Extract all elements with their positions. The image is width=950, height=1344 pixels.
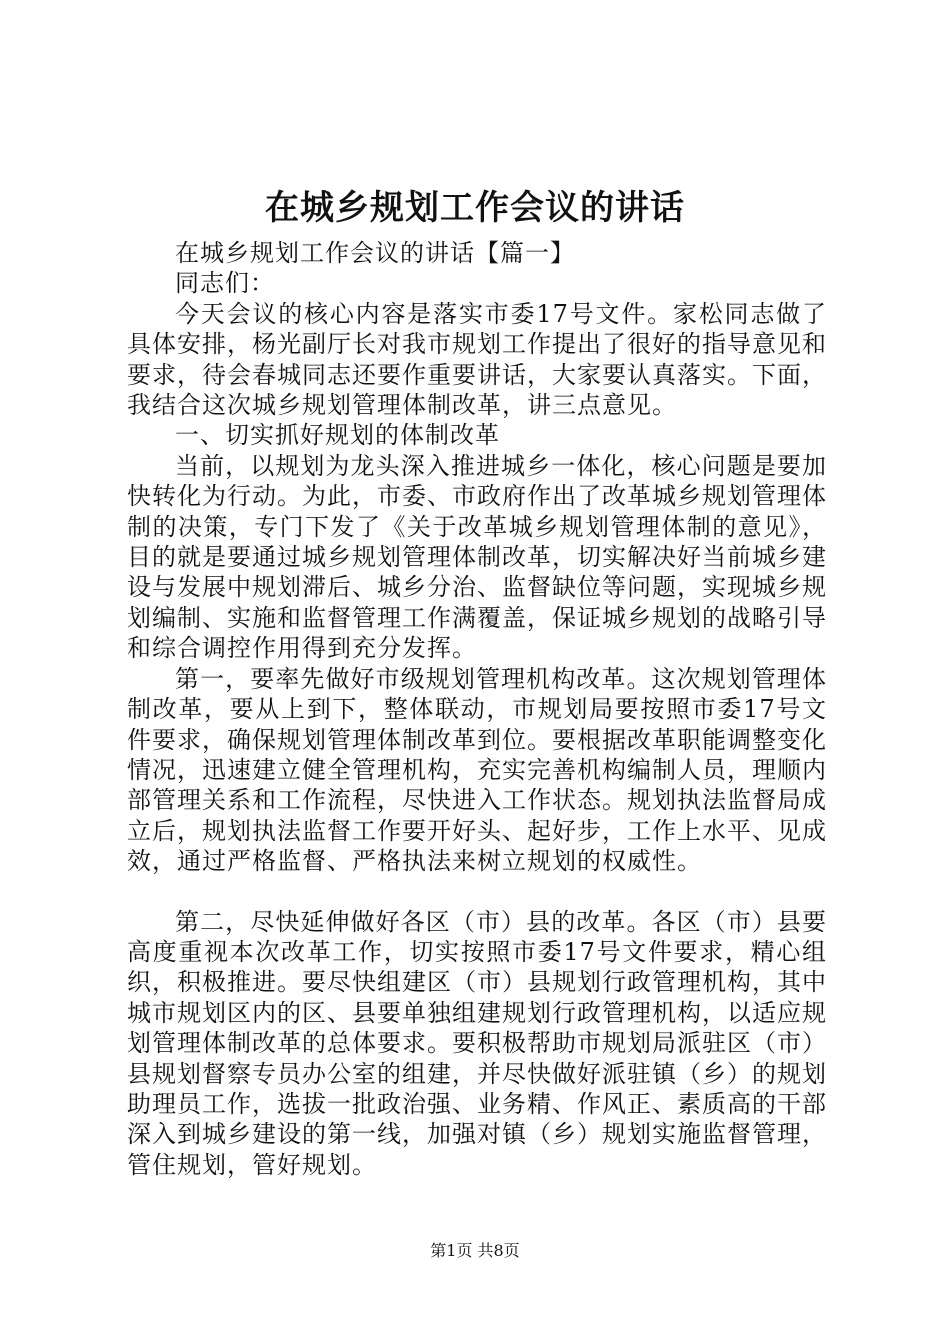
section-heading-one: 一、切实抓好规划的体制改革 bbox=[175, 421, 500, 450]
paragraph-intro: 今天会议的核心内容是落实市委17号文件。家松同志做了具体安排，杨光副厅长对我市规划工作提出了很好的指导意见和要求，待会春城同志还要作重要讲话，大家要认真落实。下面，我结合这次城乡规划管理体制改革，讲三点意见。 bbox=[127, 299, 827, 420]
paragraph-second-point: 第二，尽快延伸做好各区（市）县的改革。各区（市）县要高度重视本次改革工作，切实按照市委17号文件要求，精心组织，积极推进。要尽快组建区（市）县规划行政管理机构，其中城市规划区内的区、县要单独组建规划行政管理机构，以适应规划管理体制改革的总体要求。要积极帮助市规划局派驻区（市）县规划督察专员办公室的组建，并尽快做好派驻镇（乡）的规划助理员工作，选拔一批政治强、业务精、作风正、素质高的干部深入到城乡建设的第一线，加强对镇（乡）规划实施监督管理，管住规划，管好规划。 bbox=[127, 907, 827, 1179]
paragraph-first-point: 第一，要率先做好市级规划管理机构改革。这次规划管理体制改革，要从上到下，整体联动，市规划局要按照市委17号文件要求，确保规划管理体制改革到位。要根据改革职能调整变化情况，迅速建立健全管理机构，充实完善机构编制人员，理顺内部管理关系和工作流程，尽快进入工作状态。规划执法监督局成立后，规划执法监督工作要开好头、起好步，工作上水平、见成效，通过严格监督、严格执法来树立规划的权威性。 bbox=[127, 664, 827, 876]
page-footer: 第1页 共8页 bbox=[430, 1241, 520, 1260]
salutation: 同志们： bbox=[175, 269, 275, 298]
paragraph-current-situation: 当前，以规划为龙头深入推进城乡一体化，核心问题是要加快转化为行动。为此，市委、市政府作出了改革城乡规划管理体制的决策，专门下发了《关于改革城乡规划管理体制的意见》，目的就是要通过城乡规划管理体制改革，切实解决好当前城乡建设与发展中规划滞后、城乡分治、监督缺位等问题，实现城乡规划编制、实施和监督管理工作满覆盖，保证城乡规划的战略引导和综合调控作用得到充分发挥。 bbox=[127, 451, 827, 663]
section-heading-part-one: 在城乡规划工作会议的讲话【篇一】 bbox=[175, 239, 575, 267]
document-title: 在城乡规划工作会议的讲话 bbox=[265, 188, 685, 228]
document-body bbox=[127, 238, 827, 1180]
